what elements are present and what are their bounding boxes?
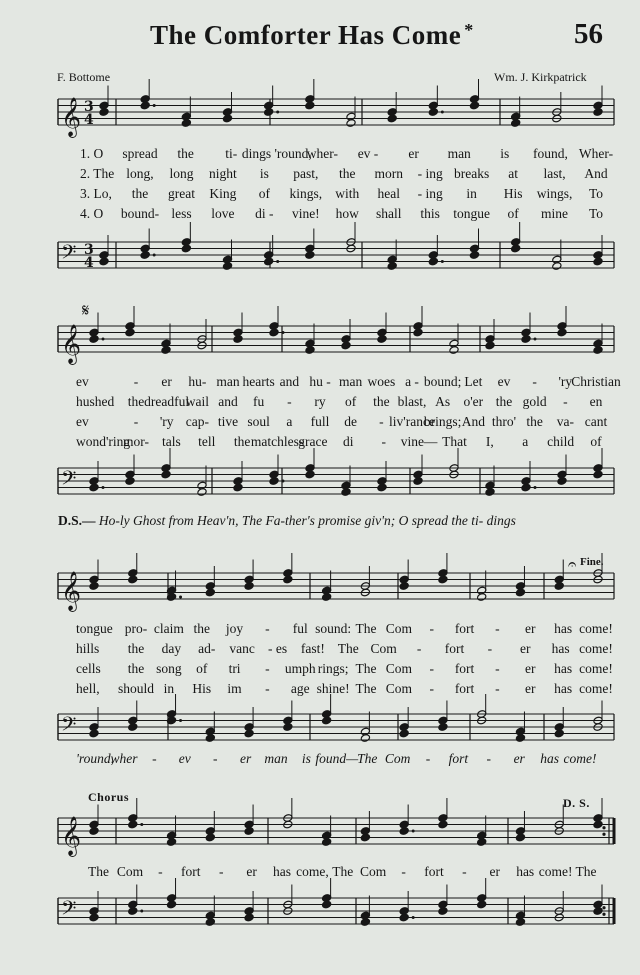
lyric-syllable: - (429, 681, 434, 696)
verse-1-line-2 (0, 372, 640, 392)
lyric-syllable: ev (76, 374, 89, 389)
lyric-syllable: Com (385, 661, 412, 676)
lyric-syllable: hearts (242, 374, 275, 389)
lyric-syllable: sound: (315, 621, 352, 636)
lyric-syllable: the (339, 166, 356, 181)
lyric-syllable: King (209, 186, 237, 201)
lyric-syllable: shall (375, 206, 402, 221)
augmentation-dot (441, 260, 444, 263)
lyric-syllable: has (554, 661, 573, 676)
lyric-syllable: - (532, 374, 537, 389)
lyric-syllable: dreadful (144, 394, 190, 409)
repeat-dot (602, 833, 605, 836)
treble-staff-system-4 (0, 810, 640, 860)
lyric-syllable: tive (217, 414, 239, 429)
lyric-syllable: has (273, 864, 291, 879)
lyric-syllable: the (127, 641, 145, 656)
lyric-syllable: - es (267, 641, 288, 656)
lyric-syllable: 2. The (80, 166, 115, 181)
lyric-syllable: His (503, 186, 523, 201)
lyric-syllable: wings, (536, 186, 573, 201)
lyric-syllable: fort (454, 661, 475, 676)
composer-credit: Wm. J. Kirkpatrick (494, 70, 587, 84)
treble-clef-icon: 𝄞 (61, 816, 82, 856)
lyric-syllable: ful (292, 621, 308, 636)
augmentation-dot (179, 719, 182, 722)
lyric-syllable: I, (485, 434, 494, 449)
lyric-syllable: love (211, 206, 235, 221)
augmentation-dot (534, 338, 537, 341)
lyric-syllable: past, (293, 166, 319, 181)
lyric-syllable: That (442, 434, 467, 449)
lyric-syllable: liv'rance (389, 414, 435, 429)
lyric-syllable: wher- (306, 146, 338, 161)
lyric-syllable: - (495, 681, 500, 696)
bass-clef-icon: 𝄢 (61, 712, 77, 741)
repeat-dot (602, 826, 605, 829)
lyric-syllable: And (584, 166, 608, 181)
lyric-syllable: The (575, 864, 597, 879)
verse-3-line-2 (0, 412, 640, 432)
lyric-syllable: the (526, 414, 543, 429)
verse-3-line-3 (0, 659, 640, 679)
lyric-syllable: age (290, 681, 310, 696)
lyric-syllable: As (435, 394, 451, 409)
lyric-syllable: this (420, 206, 440, 221)
lyric-syllable: Com (385, 621, 412, 636)
lyric-syllable: tals (162, 434, 181, 449)
lyric-syllable: of (590, 434, 602, 449)
lyric-syllable: woes (367, 374, 396, 389)
lyric-syllable: vanc (229, 641, 255, 656)
lyric-syllable: 'round, (76, 751, 115, 766)
chorus-label: Chorus (88, 790, 130, 804)
lyric-syllable: Com (384, 751, 411, 766)
lyric-syllable: a - (405, 374, 419, 389)
lyric-syllable: has (516, 864, 535, 879)
lyric-syllable: at (508, 166, 518, 181)
lyric-syllable: joy (225, 621, 244, 636)
lyric-syllable: fort (424, 864, 444, 879)
lyric-syllable: full (310, 414, 330, 429)
augmentation-dot (276, 111, 279, 114)
lyric-syllable: hushed (76, 394, 115, 409)
lyric-syllable: come! (579, 641, 613, 656)
lyric-syllable: Com (116, 864, 144, 879)
lyric-syllable: how (335, 206, 359, 221)
lyric-syllable: has (540, 751, 559, 766)
hymn-title (150, 20, 510, 51)
lyric-syllable: the (233, 434, 251, 449)
lyric-syllable: - (462, 864, 467, 879)
lyric-syllable: - (495, 621, 500, 636)
lyric-syllable: Com (360, 864, 387, 879)
lyric-syllable: the (127, 394, 145, 409)
lyric-syllable: has (551, 641, 570, 656)
lyric-syllable: ry (314, 394, 326, 409)
lyricist-credit: F. Bottome (57, 70, 111, 84)
lyric-syllable: ev - (357, 146, 379, 161)
lyric-syllable: er (246, 864, 257, 879)
verse-1-line-1 (0, 144, 640, 164)
lyric-syllable: hu- (188, 374, 207, 389)
lyric-syllable: The (88, 864, 109, 879)
lyric-syllable: Com (370, 641, 397, 656)
lyric-syllable: a (522, 434, 529, 449)
lyric-syllable: brings; (423, 414, 462, 429)
lyric-syllable: the (495, 394, 513, 409)
lyric-syllable: - (212, 751, 218, 766)
lyric-syllable: spread (122, 146, 158, 161)
lyric-syllable: blast, (397, 394, 427, 409)
lyric-syllable: and (279, 374, 300, 389)
lyric-syllable: mine (541, 206, 569, 221)
lyric-syllable: a (286, 414, 293, 429)
lyric-syllable: - (401, 864, 406, 879)
lyric-syllable: fort (181, 864, 201, 879)
lyric-syllable: va- (556, 414, 574, 429)
lyric-syllable: and (218, 394, 238, 409)
lyric-syllable: the (127, 661, 145, 676)
lyric-syllable: To (588, 186, 604, 201)
lyric-syllable: come! (579, 621, 613, 636)
lyric-syllable: come! (538, 864, 573, 879)
lyric-syllable: The (355, 681, 377, 696)
lyric-syllable: Christian (571, 374, 621, 389)
lyric-syllable: shine! (316, 681, 350, 696)
lyric-syllable: song (156, 661, 182, 676)
augmentation-dot (153, 104, 156, 107)
lyric-syllable: Wher- (578, 146, 614, 161)
lyric-syllable: er (525, 621, 536, 636)
treble-clef-icon: 𝄞 (61, 571, 82, 611)
lyric-syllable: pro- (124, 621, 148, 636)
lyric-syllable: - (287, 394, 292, 409)
lyric-syllable: de (344, 414, 358, 429)
augmentation-dot (282, 480, 285, 483)
lyric-syllable: the (373, 394, 390, 409)
lyric-syllable: - (265, 681, 270, 696)
lyric-syllable: should (117, 681, 155, 696)
lyric-syllable: The (332, 864, 354, 879)
fermata-icon: 𝄐 (568, 555, 577, 573)
lyric-syllable: en (589, 394, 603, 409)
lyric-syllable: found, (532, 146, 568, 161)
lyric-syllable: dings 'round, (241, 146, 312, 161)
lyric-syllable: - ing (417, 166, 443, 181)
lyric-syllable: tri (228, 661, 241, 676)
lyric-syllable: fu (253, 394, 265, 409)
lyric-syllable: 'ry (558, 374, 573, 389)
lyric-syllable: last, (543, 166, 566, 181)
lyric-syllable: matchless (250, 434, 305, 449)
lyric-syllable: come! (563, 751, 597, 766)
lyric-syllable: with (335, 186, 360, 201)
time-signature-top: 3 (84, 242, 94, 258)
fine-label: Fine. (580, 556, 604, 568)
lyric-syllable: come! (579, 681, 613, 696)
lyric-syllable: found— (315, 751, 359, 766)
lyric-syllable: - (133, 414, 139, 429)
lyric-syllable: day (161, 641, 182, 656)
lyric-syllable: tongue (76, 621, 113, 636)
lyric-syllable: cant (584, 414, 608, 429)
repeat-dot (602, 906, 605, 909)
verse-4-line-2 (0, 432, 640, 452)
lyric-syllable: child (547, 434, 575, 449)
augmentation-dot (140, 823, 143, 826)
lyric-syllable: - (486, 751, 492, 766)
lyric-syllable: come, (296, 864, 329, 879)
augmentation-dot (276, 260, 279, 263)
lyric-syllable: His (192, 681, 212, 696)
lyric-syllable: o'er (463, 394, 484, 409)
lyric-syllable: hills (76, 641, 100, 656)
lyric-syllable: ad- (198, 641, 216, 656)
lyric-syllable: rings; (317, 661, 349, 676)
lyric-syllable: er (239, 751, 252, 766)
lyric-syllable: - (416, 641, 422, 656)
lyric-syllable: - (379, 414, 384, 429)
treble-staff-system-3 (0, 555, 640, 615)
augmentation-dot (102, 486, 105, 489)
lyric-syllable: the (193, 621, 210, 636)
chorus-line (0, 862, 640, 882)
lyric-syllable: of (196, 661, 208, 676)
augmentation-dot (412, 830, 415, 833)
lyric-syllable: long, (126, 166, 154, 181)
lyric-syllable: hell, (76, 681, 100, 696)
lyric-syllable: has (554, 621, 573, 636)
treble-staff-system-2 (0, 301, 640, 368)
bass-staff-system-1 (0, 234, 640, 284)
lyric-syllable: the (177, 146, 194, 161)
verse-3-line-1 (0, 184, 640, 204)
lyric-syllable: umph (284, 661, 316, 676)
verse-4-line-1 (0, 204, 640, 224)
lyric-syllable: man (339, 374, 363, 389)
lyric-syllable: wher (110, 751, 138, 766)
lyric-syllable: wond'ring (76, 434, 131, 449)
lyric-syllable: er (408, 146, 419, 161)
verse-2-line-2 (0, 392, 640, 412)
lyric-syllable: the (131, 186, 149, 201)
lyric-syllable: of (258, 186, 270, 201)
lyric-syllable: To (588, 206, 604, 221)
lyric-syllable: And (461, 414, 485, 429)
lyric-syllable: bound; (423, 374, 462, 389)
lyric-syllable: - (265, 661, 270, 676)
lyric-syllable: breaks (454, 166, 490, 181)
lyric-syllable: er (519, 641, 531, 656)
bass-staff-system-2 (0, 460, 640, 510)
lyric-syllable: er (525, 661, 536, 676)
lyric-syllable: - (218, 864, 224, 879)
verse-1-line-3 (0, 619, 640, 639)
lyric-syllable: less (171, 206, 192, 221)
repeat-dot (602, 913, 605, 916)
lyric-syllable: tongue (453, 206, 490, 221)
lyric-syllable: in (163, 681, 175, 696)
bass-clef-icon: 𝄢 (61, 896, 77, 925)
ds-text: Ho-ly Ghost from Heav'n, The Fa-ther's promise giv'n; O spread the ti- dings (95, 513, 516, 528)
lyric-syllable: - (133, 374, 139, 389)
lyric-syllable: man (447, 146, 471, 161)
augmentation-dot (441, 111, 444, 114)
lyric-syllable: is (301, 751, 311, 766)
lyric-syllable: Com (385, 681, 412, 696)
lyric-syllable: soul (247, 414, 270, 429)
lyric-syllable: kings, (289, 186, 323, 201)
augmentation-dot (179, 596, 182, 599)
lyric-syllable: tell (198, 434, 216, 449)
lyric-syllable: - (265, 621, 270, 636)
lyric-syllable: Let (464, 374, 483, 389)
augmentation-dot (534, 486, 537, 489)
verse-2-line-3 (0, 639, 640, 659)
lyric-syllable: - (429, 661, 434, 676)
bass-clef-icon: 𝄢 (61, 240, 77, 269)
time-signature-bottom: 4 (84, 255, 94, 271)
lyric-syllable: claim (153, 621, 184, 636)
lyric-syllable: long (169, 166, 194, 181)
lyric-syllable: - (563, 394, 568, 409)
lyric-syllable: ev (497, 374, 511, 389)
lyric-syllable: er (513, 751, 525, 766)
time-signature-top: 3 (84, 99, 94, 115)
bass-clef-icon: 𝄢 (61, 466, 77, 495)
lyric-syllable: fort (444, 641, 465, 656)
lyric-syllable: of (345, 394, 357, 409)
lyric-syllable: ev (76, 414, 89, 429)
lyric-syllable: fort (454, 621, 475, 636)
lyric-syllable: fast! (300, 641, 325, 656)
lyric-syllable: - (429, 621, 434, 636)
lyric-syllable: heal (377, 186, 400, 201)
lyric-syllable: The (357, 751, 378, 766)
ds-text-line (58, 513, 516, 529)
lyric-syllable: is (259, 166, 269, 181)
footnote-mark: * (464, 20, 474, 40)
lyric-syllable: hu - (309, 374, 331, 389)
verse-2-line-1 (0, 164, 640, 184)
treble-clef-icon: 𝄞 (61, 97, 82, 137)
ds-prefix: D.S.— (58, 513, 96, 528)
lyric-syllable: - (495, 661, 500, 676)
bass-staff-system-4 (0, 890, 640, 940)
lyric-syllable: mor- (123, 434, 149, 449)
lyric-syllable: fort (454, 681, 475, 696)
lyric-syllable: vine! (291, 206, 320, 221)
lyric-syllable: 'ry (159, 414, 174, 429)
lyric-syllable: 3. Lo, (80, 186, 112, 201)
lyric-syllable: - ing (417, 186, 443, 201)
lyric-syllable: man (216, 374, 240, 389)
lyric-syllable: morn (374, 166, 403, 181)
lyric-syllable: - (487, 641, 493, 656)
lyric-syllable: ev (178, 751, 191, 766)
lyric-syllable: in (466, 186, 477, 201)
hymn-title-text: The Comforter Has Come (150, 20, 462, 50)
augmentation-dot (102, 338, 105, 341)
segno-icon: 𝄋 (82, 301, 90, 321)
lyric-syllable: im (227, 681, 242, 696)
lyric-syllable: man (264, 751, 288, 766)
treble-clef-icon: 𝄞 (61, 324, 82, 364)
lyric-syllable: 4. O (80, 206, 104, 221)
lyric-syllable: di (343, 434, 354, 449)
lyric-syllable: di - (255, 206, 274, 221)
lyric-syllable: ti- (225, 146, 238, 161)
lyric-syllable: night (209, 166, 237, 181)
lyric-syllable: come! (579, 661, 613, 676)
augmentation-dot (282, 331, 285, 334)
lyric-syllable: grace (298, 434, 328, 449)
lyric-syllable: - (381, 434, 386, 449)
lyric-syllable: - (425, 751, 431, 766)
lyric-syllable: cells (76, 661, 101, 676)
ds-label: D. S. (563, 796, 590, 810)
lyric-syllable: vine— (400, 434, 438, 449)
lyric-syllable: great (167, 186, 195, 201)
lyric-syllable: - (158, 864, 163, 879)
lyric-syllable: is (500, 146, 510, 161)
bass-text-line (0, 749, 640, 769)
lyric-syllable: bound- (120, 206, 160, 221)
lyric-syllable: The (355, 621, 377, 636)
lyric-syllable: has (554, 681, 573, 696)
lyric-syllable: wail (185, 394, 209, 409)
lyric-syllable: - (152, 751, 157, 766)
lyric-syllable: er (489, 864, 501, 879)
augmentation-dot (140, 910, 143, 913)
lyric-syllable: The (337, 641, 359, 656)
augmentation-dot (412, 916, 415, 919)
lyric-syllable: fort (448, 751, 469, 766)
time-signature-bottom: 4 (84, 112, 94, 128)
lyric-syllable: cap- (185, 414, 209, 429)
lyric-syllable: er (161, 374, 172, 389)
page-number: 56 (574, 18, 603, 50)
lyric-syllable: gold (522, 394, 547, 409)
lyric-syllable: er (525, 681, 536, 696)
lyric-syllable: of (507, 206, 519, 221)
lyric-syllable: thro' (491, 414, 517, 429)
lyric-syllable: 1. O (80, 146, 104, 161)
lyric-syllable: The (355, 661, 377, 676)
augmentation-dot (153, 254, 156, 257)
treble-staff-system-1 (0, 91, 640, 141)
verse-4-line-3 (0, 679, 640, 699)
